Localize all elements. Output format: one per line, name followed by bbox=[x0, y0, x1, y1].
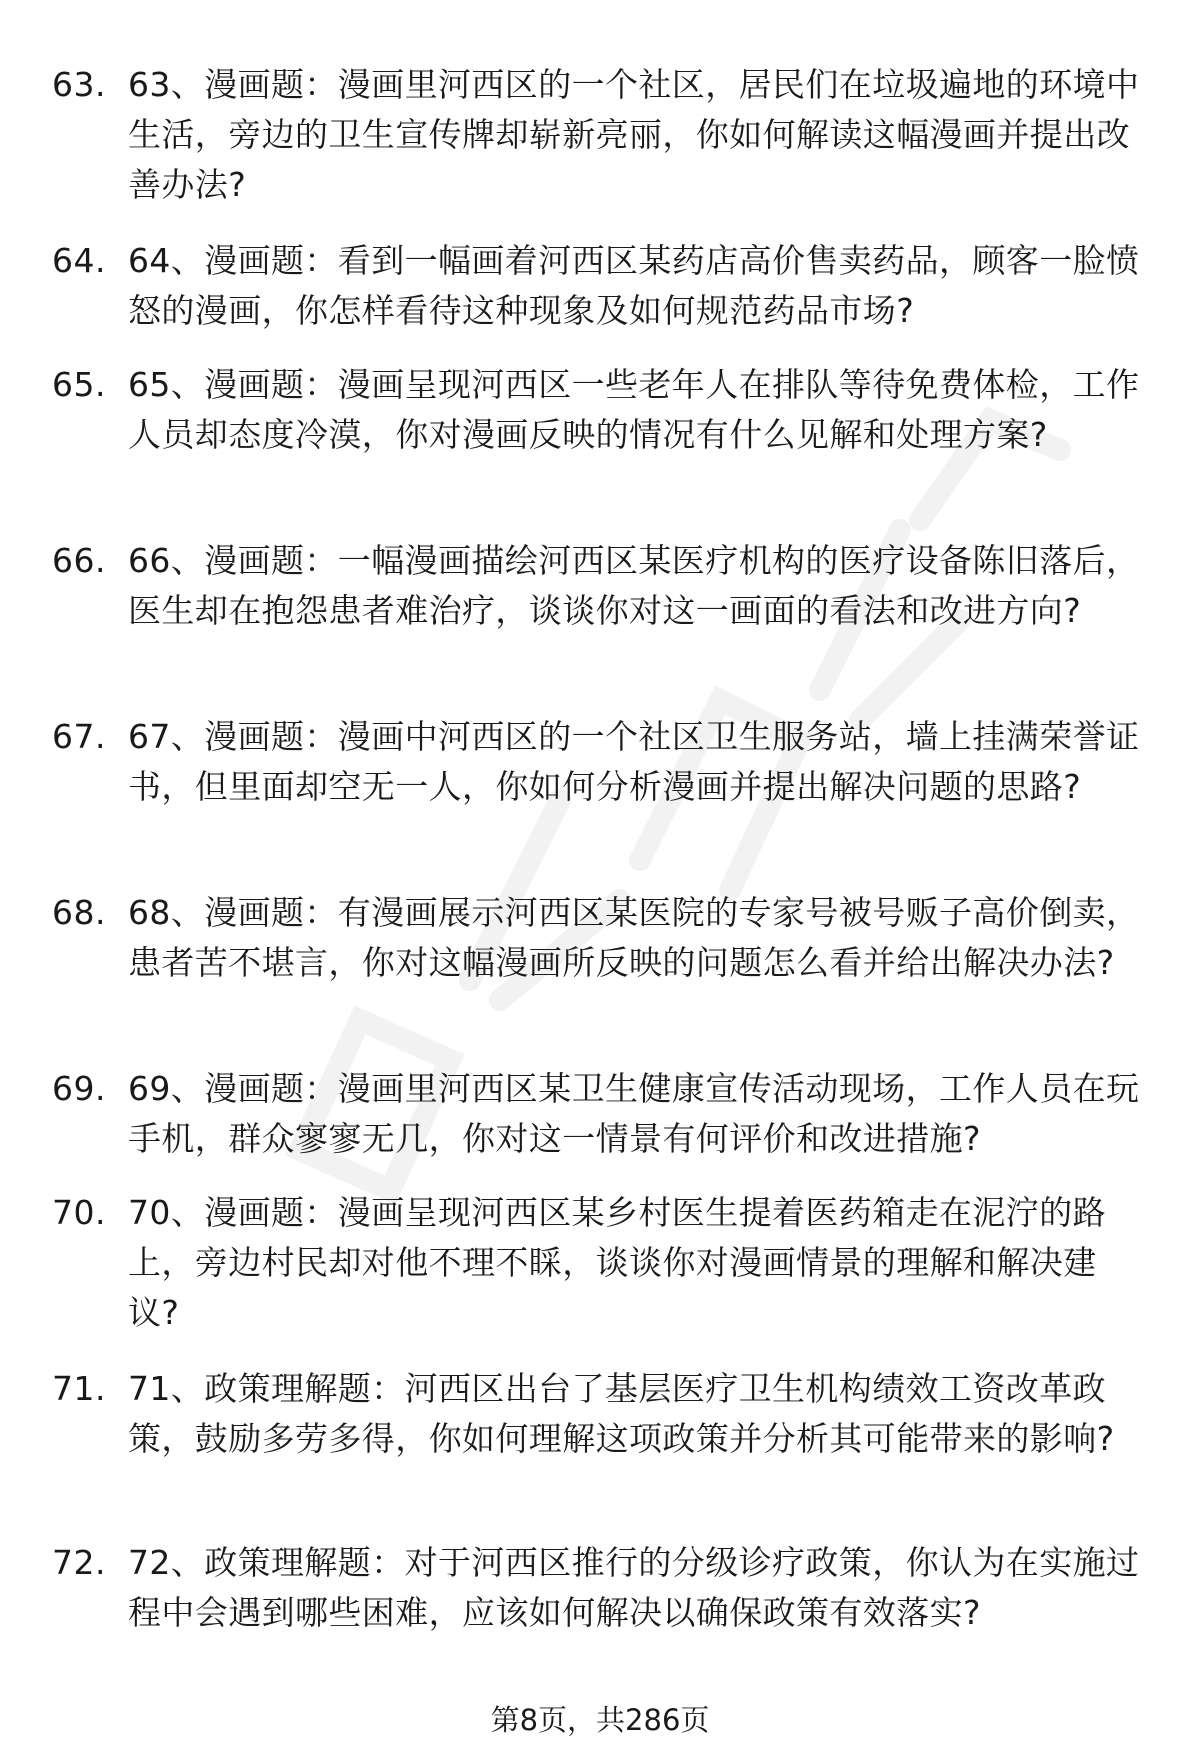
question-number: 64. bbox=[52, 241, 106, 280]
question-number: 63. bbox=[52, 65, 106, 104]
question-item bbox=[52, 888, 1147, 1064]
question-item bbox=[52, 360, 1147, 536]
page-footer bbox=[0, 1700, 1200, 1740]
question-item bbox=[52, 1064, 1147, 1188]
question-number: 72. bbox=[52, 1543, 106, 1582]
question-text: 72、政策理解题：对于河西区推行的分级诊疗政策，你认为在实施过程中会遇到哪些困难，应该如何解决以确保政策有效落实? bbox=[128, 1543, 1140, 1632]
question-text: 63、漫画题：漫画里河西区的一个社区，居民们在垃圾遍地的环境中生活，旁边的卫生宣传牌却崭新亮丽，你如何解读这幅漫画并提出改善办法? bbox=[128, 65, 1140, 204]
question-item bbox=[52, 712, 1147, 888]
question-number: 65. bbox=[52, 365, 106, 404]
question-item bbox=[52, 1364, 1147, 1538]
question-item bbox=[52, 236, 1147, 360]
question-text: 69、漫画题：漫画里河西区某卫生健康宣传活动现场，工作人员在玩手机，群众寥寥无几，你对这一情景有何评价和改进措施? bbox=[128, 1069, 1140, 1158]
question-number: 67. bbox=[52, 717, 106, 756]
question-number: 66. bbox=[52, 541, 106, 580]
question-text: 70、漫画题：漫画呈现河西区某乡村医生提着医药箱走在泥泞的路上，旁边村民却对他不理不睬，谈谈你对漫画情景的理解和解决建议? bbox=[128, 1193, 1106, 1332]
question-item bbox=[52, 60, 1147, 236]
question-text: 67、漫画题：漫画中河西区的一个社区卫生服务站，墙上挂满荣誉证书，但里面却空无一人，你如何分析漫画并提出解决问题的思路? bbox=[128, 717, 1140, 806]
question-list bbox=[52, 60, 1147, 1638]
question-number: 69. bbox=[52, 1069, 106, 1108]
question-number: 71. bbox=[52, 1369, 106, 1408]
question-text: 64、漫画题：看到一幅画着河西区某药店高价售卖药品，顾客一脸愤怒的漫画，你怎样看待这种现象及如何规范药品市场? bbox=[128, 241, 1140, 330]
question-text: 65、漫画题：漫画呈现河西区一些老年人在排队等待免费体检，工作人员却态度冷漠，你对漫画反映的情况有什么见解和处理方案? bbox=[128, 365, 1140, 454]
page-number-label: 第8页，共286页 bbox=[490, 1703, 710, 1737]
question-text: 68、漫画题：有漫画展示河西区某医院的专家号被号贩子高价倒卖，患者苦不堪言，你对这幅漫画所反映的问题怎么看并给出解决办法? bbox=[128, 893, 1140, 982]
question-number: 68. bbox=[52, 893, 106, 932]
question-item bbox=[52, 1188, 1147, 1364]
question-number: 70. bbox=[52, 1193, 106, 1232]
question-item bbox=[52, 536, 1147, 712]
question-item bbox=[52, 1538, 1147, 1638]
question-text: 66、漫画题：一幅漫画描绘河西区某医疗机构的医疗设备陈旧落后，医生却在抱怨患者难治疗，谈谈你对这一画面的看法和改进方向? bbox=[128, 541, 1140, 630]
question-text: 71、政策理解题：河西区出台了基层医疗卫生机构绩效工资改革政策，鼓励多劳多得，你如何理解这项政策并分析其可能带来的影响? bbox=[128, 1369, 1115, 1458]
